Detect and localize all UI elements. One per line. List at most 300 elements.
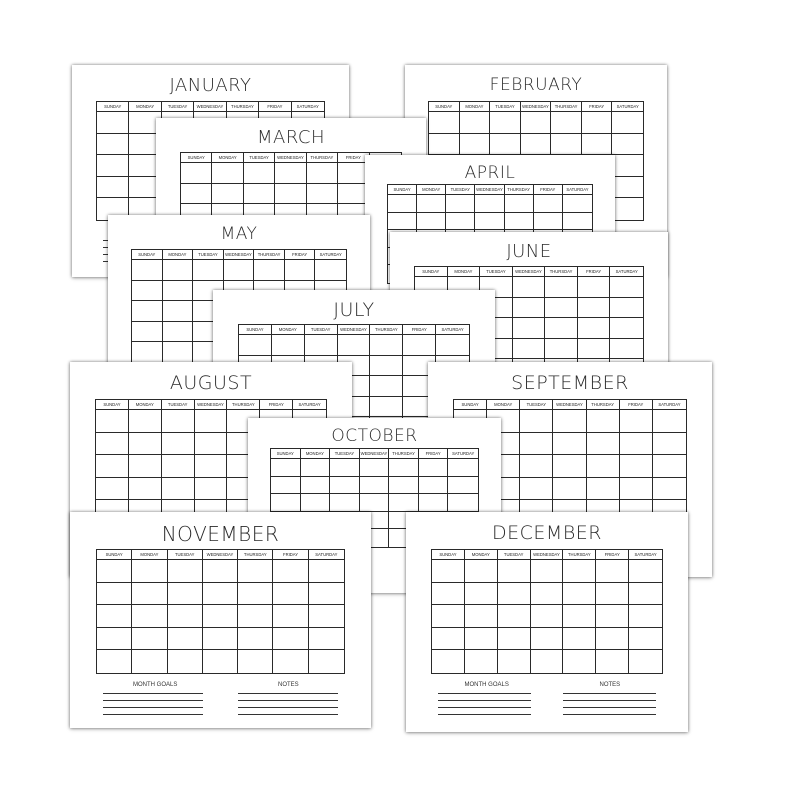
month-title: JANUARY — [169, 75, 252, 96]
weekday-header: THURSDAY — [227, 400, 260, 410]
weekday-header: MONDAY — [460, 102, 491, 112]
month-title: OCTOBER — [331, 426, 418, 446]
day-cell — [132, 628, 167, 651]
month-title: FEBRUARY — [489, 75, 583, 95]
weekday-header: TUESDAY — [330, 449, 360, 459]
day-cell — [330, 459, 360, 477]
weekday-header: SUNDAY — [454, 400, 487, 410]
day-cell — [168, 628, 203, 651]
month-title: APRIL — [464, 163, 516, 183]
weekday-header: FRIDAY — [578, 267, 611, 277]
day-cell — [620, 478, 653, 501]
month-title: MARCH — [256, 127, 326, 148]
day-cell — [96, 478, 129, 501]
day-cell — [653, 433, 686, 456]
day-cell — [563, 605, 596, 628]
day-cell — [432, 560, 465, 583]
calendar-page-november — [70, 512, 371, 728]
weekday-header: SATURDAY — [610, 267, 643, 277]
day-cell — [212, 163, 243, 184]
day-cell — [545, 298, 578, 319]
day-cell — [162, 455, 195, 478]
day-cell — [498, 650, 531, 673]
day-cell — [520, 455, 553, 478]
day-cell — [432, 583, 465, 606]
day-cell — [465, 605, 498, 628]
day-cell — [309, 605, 344, 628]
day-cell — [498, 560, 531, 583]
month-title: AUGUST — [169, 372, 253, 394]
day-cell — [653, 455, 686, 478]
day-cell — [163, 301, 194, 322]
day-cell — [132, 260, 163, 281]
day-cell — [531, 560, 564, 583]
goals-line — [438, 714, 531, 715]
day-cell — [417, 213, 446, 231]
calendar-page-december — [406, 512, 688, 732]
weekday-header: MONDAY — [163, 250, 194, 260]
notes-line — [563, 700, 656, 701]
weekday-header: MONDAY — [301, 449, 331, 459]
day-cell — [96, 455, 129, 478]
day-cell — [273, 583, 308, 606]
day-cell — [97, 155, 129, 177]
day-cell — [129, 410, 162, 433]
day-cell — [534, 195, 563, 213]
day-cell — [629, 628, 662, 651]
day-cell — [419, 494, 449, 512]
day-cell — [498, 605, 531, 628]
day-cell — [275, 163, 306, 184]
day-cell — [460, 134, 491, 156]
weekday-header: TUESDAY — [193, 250, 224, 260]
day-cell — [629, 583, 662, 606]
day-cell — [612, 134, 643, 156]
day-cell — [587, 410, 620, 433]
day-cell — [534, 213, 563, 231]
goals-line — [438, 693, 531, 694]
day-cell — [403, 335, 436, 356]
day-cell — [271, 477, 301, 495]
month-title: DECEMBER — [492, 522, 602, 544]
weekday-header: THURSDAY — [238, 550, 273, 560]
day-cell — [338, 335, 371, 356]
weekday-header: TUESDAY — [480, 267, 513, 277]
day-cell — [653, 478, 686, 501]
day-cell — [97, 177, 129, 199]
day-cell — [531, 650, 564, 673]
weekday-header: THURSDAY — [370, 325, 403, 335]
day-cell — [370, 356, 403, 377]
day-cell — [129, 478, 162, 501]
weekday-header: FRIDAY — [582, 102, 613, 112]
day-cell — [307, 184, 338, 205]
day-cell — [203, 628, 238, 651]
day-cell — [132, 605, 167, 628]
day-cell — [181, 184, 212, 205]
weekday-header: FRIDAY — [338, 153, 369, 163]
day-cell — [309, 628, 344, 651]
weekday-header: THURSDAY — [587, 400, 620, 410]
weekday-header: FRIDAY — [260, 400, 293, 410]
day-cell — [629, 560, 662, 583]
day-cell — [360, 477, 390, 495]
weekday-header: TUESDAY — [446, 185, 475, 195]
day-cell — [620, 433, 653, 456]
day-cell — [587, 433, 620, 456]
day-cell — [429, 112, 460, 134]
goals-line — [438, 707, 531, 708]
day-cell — [596, 650, 629, 673]
day-cell — [545, 339, 578, 360]
day-cell — [551, 134, 582, 156]
day-cell — [129, 433, 162, 456]
day-cell — [612, 112, 643, 134]
weekday-header: SATURDAY — [292, 102, 324, 112]
day-cell — [610, 318, 643, 339]
day-cell — [520, 478, 553, 501]
day-cell — [513, 277, 546, 298]
day-cell — [498, 628, 531, 651]
day-cell — [551, 112, 582, 134]
day-cell — [163, 260, 194, 281]
weekday-header: WEDNESDAY — [224, 250, 255, 260]
day-cell — [629, 605, 662, 628]
day-cell — [446, 213, 475, 231]
day-cell — [330, 494, 360, 512]
day-cell — [273, 560, 308, 583]
weekday-header: SATURDAY — [293, 400, 326, 410]
day-cell — [448, 477, 478, 495]
day-cell — [224, 260, 255, 281]
weekday-header: WEDNESDAY — [194, 102, 226, 112]
notes-line — [238, 700, 338, 701]
weekday-header: WEDNESDAY — [531, 550, 564, 560]
day-cell — [465, 583, 498, 606]
day-cell — [271, 459, 301, 477]
day-cell — [330, 477, 360, 495]
day-cell — [578, 298, 611, 319]
day-cell — [162, 433, 195, 456]
day-cell — [521, 134, 552, 156]
notes-line — [563, 693, 656, 694]
day-cell — [96, 410, 129, 433]
day-cell — [203, 650, 238, 673]
day-cell — [301, 459, 331, 477]
weekday-header: SUNDAY — [429, 102, 460, 112]
day-cell — [97, 650, 132, 673]
weekday-header: WEDNESDAY — [475, 185, 504, 195]
weekday-header: TUESDAY — [168, 550, 203, 560]
day-cell — [129, 455, 162, 478]
weekday-header: THURSDAY — [551, 102, 582, 112]
day-cell — [309, 560, 344, 583]
day-cell — [432, 605, 465, 628]
day-cell — [239, 335, 272, 356]
weekday-header: TUESDAY — [305, 325, 338, 335]
notes-label: NOTES — [278, 682, 299, 688]
day-cell — [275, 184, 306, 205]
weekday-header: SUNDAY — [239, 325, 272, 335]
day-cell — [271, 494, 301, 512]
day-cell — [587, 478, 620, 501]
day-cell — [612, 155, 643, 177]
day-cell — [432, 650, 465, 673]
calendar-grid — [431, 549, 663, 674]
day-cell — [610, 339, 643, 360]
day-cell — [163, 342, 194, 363]
weekday-header: SATURDAY — [563, 185, 592, 195]
weekday-header: TUESDAY — [162, 102, 194, 112]
weekday-header: MONDAY — [417, 185, 446, 195]
day-cell — [132, 560, 167, 583]
day-cell — [531, 583, 564, 606]
day-cell — [563, 195, 592, 213]
goals-line — [438, 700, 531, 701]
day-cell — [162, 410, 195, 433]
day-cell — [203, 605, 238, 628]
day-cell — [578, 339, 611, 360]
day-cell — [97, 583, 132, 606]
day-cell — [545, 277, 578, 298]
day-cell — [305, 335, 338, 356]
day-cell — [610, 277, 643, 298]
weekday-header: SUNDAY — [432, 550, 465, 560]
day-cell — [163, 281, 194, 302]
day-cell — [301, 477, 331, 495]
weekday-header: THURSDAY — [254, 250, 285, 260]
day-cell — [553, 455, 586, 478]
day-cell — [97, 628, 132, 651]
day-cell — [193, 260, 224, 281]
weekday-header: SUNDAY — [181, 153, 212, 163]
day-cell — [132, 322, 163, 343]
day-cell — [360, 459, 390, 477]
day-cell — [370, 376, 403, 397]
day-cell — [132, 342, 163, 363]
day-cell — [531, 628, 564, 651]
day-cell — [563, 628, 596, 651]
weekday-header: MONDAY — [129, 102, 161, 112]
weekday-header: SATURDAY — [448, 449, 478, 459]
day-cell — [448, 494, 478, 512]
day-cell — [563, 583, 596, 606]
day-cell — [272, 335, 305, 356]
month-title: SEPTEMBER — [511, 372, 629, 394]
weekday-header: FRIDAY — [596, 550, 629, 560]
weekday-header: FRIDAY — [403, 325, 436, 335]
day-cell — [195, 478, 228, 501]
weekday-header: FRIDAY — [273, 550, 308, 560]
day-cell — [596, 583, 629, 606]
day-cell — [285, 260, 316, 281]
day-cell — [582, 112, 613, 134]
day-cell — [545, 318, 578, 339]
day-cell — [168, 605, 203, 628]
weekday-header: SUNDAY — [415, 267, 448, 277]
day-cell — [132, 281, 163, 302]
day-cell — [490, 134, 521, 156]
day-cell — [389, 459, 419, 477]
day-cell — [465, 560, 498, 583]
weekday-header: SUNDAY — [97, 102, 129, 112]
day-cell — [475, 213, 504, 231]
day-cell — [620, 410, 653, 433]
day-cell — [520, 433, 553, 456]
day-cell — [203, 560, 238, 583]
day-cell — [563, 213, 592, 231]
day-cell — [195, 433, 228, 456]
day-cell — [238, 583, 273, 606]
month-title: JUNE — [506, 241, 552, 262]
weekday-header: WEDNESDAY — [553, 400, 586, 410]
month-goals-label: MONTH GOALS — [133, 682, 178, 688]
day-cell — [582, 134, 613, 156]
day-cell — [490, 112, 521, 134]
day-cell — [505, 195, 534, 213]
day-cell — [553, 478, 586, 501]
day-cell — [244, 163, 275, 184]
day-cell — [563, 560, 596, 583]
day-cell — [587, 455, 620, 478]
day-cell — [96, 433, 129, 456]
day-cell — [307, 163, 338, 184]
day-cell — [389, 477, 419, 495]
weekday-header: TUESDAY — [498, 550, 531, 560]
day-cell — [238, 605, 273, 628]
weekday-header: TUESDAY — [520, 400, 553, 410]
day-cell — [181, 163, 212, 184]
day-cell — [370, 397, 403, 418]
weekday-header: MONDAY — [129, 400, 162, 410]
day-cell — [132, 650, 167, 673]
weekday-header: SUNDAY — [132, 250, 163, 260]
weekday-header: MONDAY — [132, 550, 167, 560]
weekday-header: SUNDAY — [97, 550, 132, 560]
weekday-header: WEDNESDAY — [360, 449, 390, 459]
day-cell — [389, 494, 419, 512]
day-cell — [360, 494, 390, 512]
day-cell — [97, 112, 129, 134]
weekday-header: SATURDAY — [315, 250, 346, 260]
notes-line — [563, 714, 656, 715]
weekday-header: SATURDAY — [653, 400, 686, 410]
weekday-header: WEDNESDAY — [338, 325, 371, 335]
day-cell — [203, 583, 238, 606]
day-cell — [315, 260, 346, 281]
weekday-header: THURSDAY — [545, 267, 578, 277]
day-cell — [436, 335, 469, 356]
calendar-grid — [96, 549, 345, 674]
day-cell — [238, 628, 273, 651]
day-cell — [419, 459, 449, 477]
day-cell — [505, 213, 534, 231]
day-cell — [168, 650, 203, 673]
day-cell — [309, 583, 344, 606]
weekday-header: SUNDAY — [271, 449, 301, 459]
day-cell — [513, 298, 546, 319]
month-title: JULY — [333, 299, 375, 321]
weekday-header: FRIDAY — [419, 449, 449, 459]
day-cell — [653, 410, 686, 433]
weekday-header: SUNDAY — [96, 400, 129, 410]
day-cell — [465, 628, 498, 651]
day-cell — [475, 195, 504, 213]
weekday-header: SATURDAY — [309, 550, 344, 560]
weekday-header: THURSDAY — [307, 153, 338, 163]
weekday-header: SUNDAY — [388, 185, 417, 195]
day-cell — [132, 583, 167, 606]
day-cell — [132, 301, 163, 322]
day-cell — [531, 605, 564, 628]
day-cell — [553, 433, 586, 456]
day-cell — [448, 459, 478, 477]
day-cell — [417, 195, 446, 213]
weekday-header: SATURDAY — [629, 550, 662, 560]
day-cell — [460, 112, 491, 134]
day-cell — [612, 198, 643, 220]
weekday-header: THURSDAY — [563, 550, 596, 560]
day-cell — [309, 650, 344, 673]
day-cell — [273, 650, 308, 673]
goals-line — [103, 700, 203, 701]
day-cell — [513, 339, 546, 360]
notes-label: NOTES — [599, 682, 621, 688]
weekday-header: WEDNESDAY — [521, 102, 552, 112]
weekday-header: TUESDAY — [490, 102, 521, 112]
weekday-header: WEDNESDAY — [275, 153, 306, 163]
goals-line — [103, 714, 203, 715]
notes-line — [238, 707, 338, 708]
weekday-header: TUESDAY — [244, 153, 275, 163]
weekday-header: FRIDAY — [534, 185, 563, 195]
day-cell — [370, 335, 403, 356]
day-cell — [578, 277, 611, 298]
day-cell — [163, 322, 194, 343]
day-cell — [513, 318, 546, 339]
weekday-header: WEDNESDAY — [195, 400, 228, 410]
day-cell — [596, 560, 629, 583]
weekday-header: SATURDAY — [436, 325, 469, 335]
weekday-header: FRIDAY — [620, 400, 653, 410]
day-cell — [563, 650, 596, 673]
day-cell — [195, 410, 228, 433]
weekday-header: FRIDAY — [285, 250, 316, 260]
day-cell — [238, 560, 273, 583]
weekday-header: MONDAY — [448, 267, 481, 277]
day-cell — [553, 410, 586, 433]
weekday-header: MONDAY — [487, 400, 520, 410]
day-cell — [97, 560, 132, 583]
day-cell — [629, 650, 662, 673]
day-cell — [388, 213, 417, 231]
weekday-header: MONDAY — [212, 153, 243, 163]
day-cell — [97, 134, 129, 156]
day-cell — [432, 628, 465, 651]
day-cell — [446, 195, 475, 213]
day-cell — [97, 605, 132, 628]
day-cell — [620, 455, 653, 478]
day-cell — [520, 410, 553, 433]
weekday-header: WEDNESDAY — [203, 550, 238, 560]
day-cell — [429, 134, 460, 156]
month-title: NOVEMBER — [161, 522, 280, 546]
day-cell — [596, 628, 629, 651]
weekday-header: MONDAY — [465, 550, 498, 560]
weekday-header: FRIDAY — [259, 102, 291, 112]
day-cell — [212, 184, 243, 205]
goals-line — [103, 707, 203, 708]
